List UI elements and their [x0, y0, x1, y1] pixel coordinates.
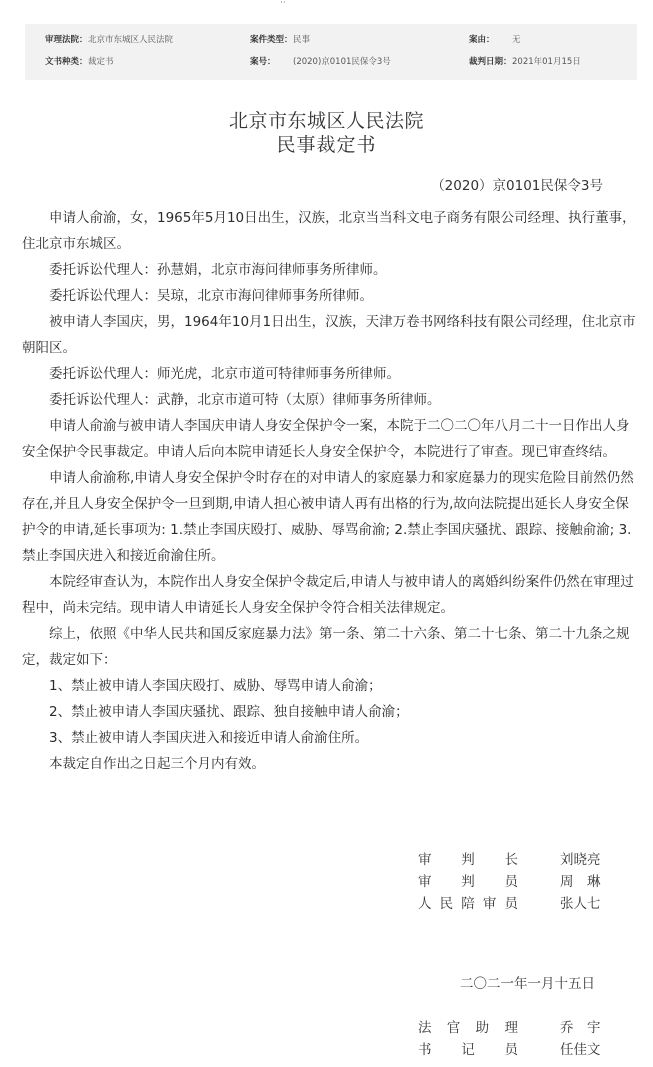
paragraph: 申请人俞渝，女，1965年5月10日出生，汉族，北京当当科文电子商务有限公司经理、执行董事，住北京市东城区。	[22, 210, 636, 252]
signature-clerk	[418, 1038, 601, 1058]
doc-type-value: 裁定书	[88, 57, 114, 67]
case-type-label: 案件类型：	[250, 35, 293, 45]
document-title: 民事裁定书	[276, 134, 377, 156]
court-title: 北京市东城区人民法院	[228, 110, 424, 132]
paragraph: 综上，依照《中华人民共和国反家庭暴力法》第一条、第二十六条、第二十七条、第二十九条之规定，裁定如下：	[22, 626, 630, 668]
cause-value: 无	[512, 35, 521, 45]
paragraph: 被申请人李国庆，男，1964年10月1日出生，汉族，天津万卷书网络科技有限公司经理，住北京市朝阳区。	[22, 314, 636, 356]
role-label: 审判长	[418, 852, 518, 868]
signature-juror	[418, 892, 601, 912]
court-value: 北京市东城区人民法院	[88, 35, 174, 45]
case-type-value: 民事	[293, 35, 311, 45]
paragraph: 委托诉讼代理人：师光虎，北京市道可特律师事务所律师。	[49, 366, 400, 382]
paragraph: 委托诉讼代理人：吴琼，北京市海问律师事务所律师。	[49, 288, 373, 304]
case-no-value: (2020)京0101民保令3号	[293, 57, 391, 67]
person-name: 周 琳	[560, 874, 601, 890]
person-name: 刘晓亮	[560, 852, 601, 868]
judgment-date-value: 2021年01月15日	[512, 57, 581, 67]
judgment-date-label: 裁判日期：	[469, 57, 512, 67]
person-name: 张人七	[560, 896, 601, 912]
paragraph: 委托诉讼代理人：武静，北京市道可特（太原）律师事务所律师。	[49, 392, 441, 408]
ruling-item: 1、禁止被申请人李国庆殴打、威胁、辱骂申请人俞渝；	[49, 678, 382, 694]
cropped-header-text: ··	[280, 0, 286, 6]
ruling-date: 二〇二一年一月十五日	[460, 976, 595, 992]
paragraph: 本院经审查认为，本院作出人身安全保护令裁定后,申请人与被申请人的离婚纠纷案件仍然在审理过程中，尚未完结。现申请人申请延长人身安全保护令符合相关法律规定。	[22, 574, 634, 616]
role-label: 法官助理	[418, 1020, 518, 1036]
case-info-panel	[25, 24, 637, 80]
doc-type-label: 文书种类：	[45, 57, 88, 67]
case-number: （2020）京0101民保令3号	[431, 178, 603, 194]
signature-assistant	[418, 1016, 601, 1036]
signature-chief-judge	[418, 848, 601, 868]
paragraph: 委托诉讼代理人：孙慧娟，北京市海问律师事务所律师。	[49, 262, 387, 278]
paragraph: 申请人俞渝称,申请人身安全保护令时存在的对申请人的家庭暴力和家庭暴力的现实危险目前然仍然存在,并且人身安全保护令一旦到期,申请人担心被申请人再有出格的行为,故向法院提出延长人身安全保护令的申请,延长事项为: 1.禁止李国庆殴打、威胁、辱骂俞渝; 2.禁止李国庆骚扰、跟踪、接触俞渝; 3.禁止李国庆进入和接近俞渝住所。	[22, 470, 634, 564]
paragraph: 本裁定自作出之日起三个月内有效。	[49, 756, 265, 772]
role-label: 书记员	[418, 1042, 518, 1058]
paragraph: 申请人俞渝与被申请人李国庆申请人身安全保护令一案，本院于二〇二〇年八月二十一日作出人身安全保护令民事裁定。申请人后向本院申请延长人身安全保护令，本院进行了审查。现已审查终结。	[22, 418, 630, 460]
case-no-label: 案号：	[250, 57, 276, 67]
cause-label: 案由：	[469, 35, 495, 45]
role-label: 审判员	[418, 874, 518, 890]
court-label: 审理法院：	[45, 35, 88, 45]
ruling-body	[22, 205, 636, 777]
person-name: 乔 宇	[560, 1020, 601, 1036]
ruling-item: 3、禁止被申请人李国庆进入和接近申请人俞渝住所。	[49, 730, 369, 746]
role-label: 人民陪审员	[418, 896, 518, 912]
signature-judge	[418, 870, 601, 890]
person-name: 任佳文	[560, 1042, 601, 1058]
ruling-item: 2、禁止被申请人李国庆骚扰、跟踪、独自接触申请人俞渝；	[49, 704, 409, 720]
